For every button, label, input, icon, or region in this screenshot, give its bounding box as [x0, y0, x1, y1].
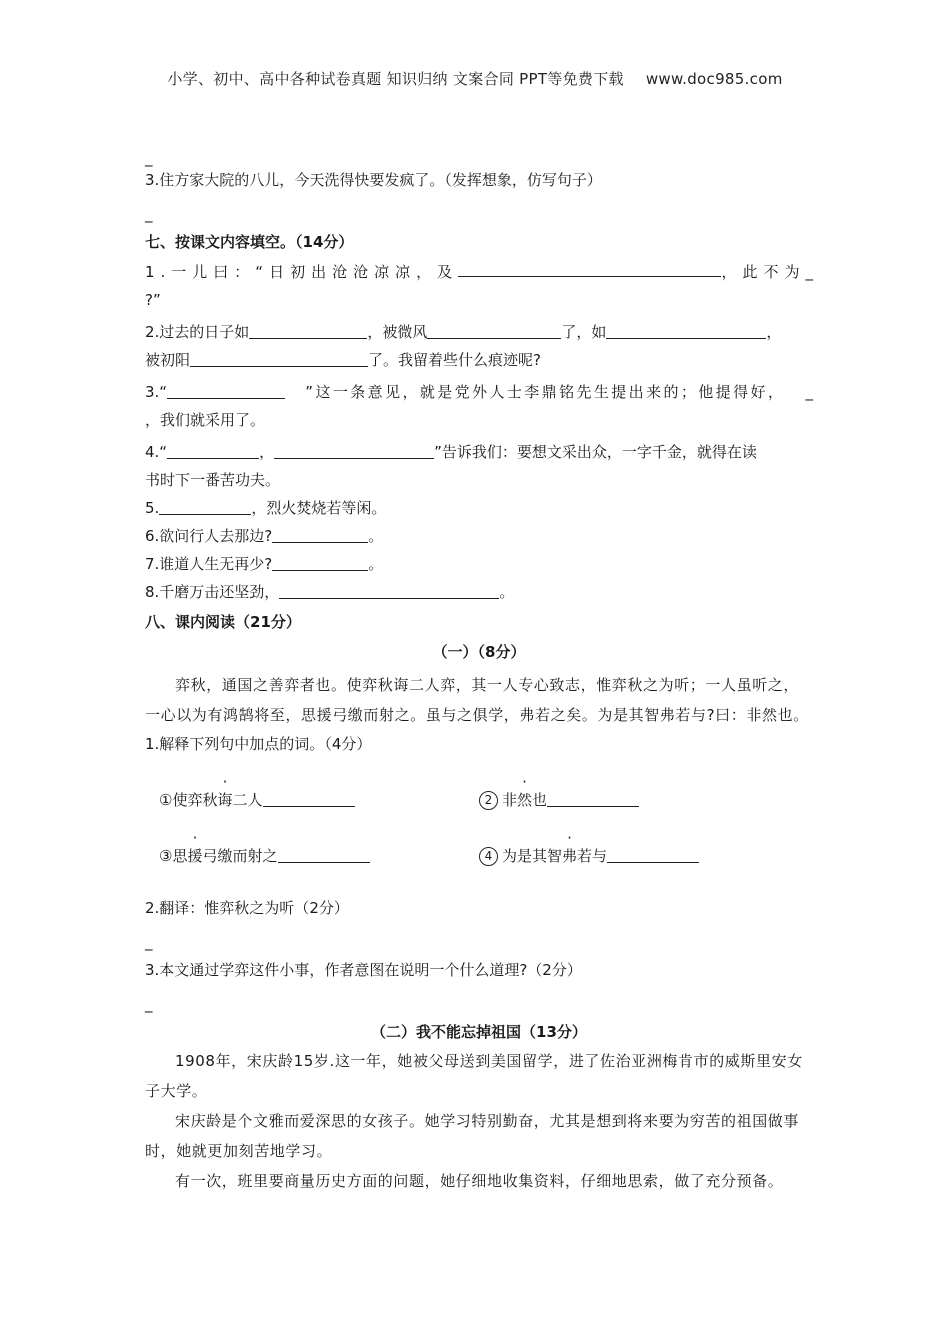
fill-item-3: 3.“ ”这一条意见，就是党外人士李鼎铭先生提出来的；他提得好， _ — [145, 378, 813, 406]
part-2-title: （二）我不能忘掉祖国（13分） — [371, 1023, 587, 1041]
fill-item-2: 2.过去的日子如 ，被微风 了，如 ， — [145, 318, 813, 346]
dotted-word: 援 — [187, 847, 203, 865]
fill-item-7: 7.谁道人生无再少? 。 — [145, 550, 813, 578]
fill-item-8: 8.千磨万击还坚劲， 。 — [145, 578, 813, 606]
fill-item-3-end: ，我们就采用了。 — [145, 411, 266, 429]
word-item-4: 4 为是其智弗若与 — [479, 844, 699, 866]
answer-blank[interactable] — [607, 844, 699, 863]
reading-question-2: 2.翻译：惟弈秋之为听（2分） — [145, 899, 349, 917]
word-item-2: 2 非然也 — [479, 788, 639, 810]
circled-number: 2 — [479, 791, 498, 810]
fill-item-6: 6.欲问行人去那边? 。 — [145, 522, 813, 550]
fill-item-4-end: 书时下一番苦功夫。 — [145, 471, 281, 489]
answer-blank[interactable] — [167, 440, 259, 459]
fill-item-4: 4.“ ， ”告诉我们：要想文采出众，一字千金，就得在读 — [145, 438, 813, 466]
section-8-title: 八、课内阅读（21分） — [145, 613, 301, 631]
answer-dash: _ — [145, 205, 153, 223]
answer-blank[interactable] — [606, 320, 766, 339]
word-item-1: ①使弈秋诲二人 — [159, 788, 355, 810]
answer-dash: _ — [805, 263, 813, 281]
passage-paragraph-3: 有一次，班里要商量历史方面的问题，她仔细地收集资料，仔细地思索，做了充分预备。 — [175, 1172, 784, 1190]
dotted-word: 然 — [517, 791, 533, 809]
answer-blank[interactable] — [427, 320, 561, 339]
answer-blank[interactable] — [159, 496, 251, 515]
answer-blank[interactable] — [263, 788, 355, 807]
circled-number: 4 — [479, 847, 498, 866]
classical-passage: 弈秋，通国之善弈者也。使弈秋诲二人弈，其一人专心致志，惟弈秋之为听；一人虽听之，一心以为有鸿鹄将至，思援弓缴而射之。虽与之俱学，弗若之矣。为是其智弗若与?曰：非然也。 — [145, 676, 809, 724]
passage-paragraph-2: 宋庆龄是个文雅而爱深思的女孩子。她学习特别勤奋，尤其是想到将来要为穷苦的祖国做事时，她就更加刻苦地学习。 — [145, 1112, 800, 1160]
header-url: www.doc985.com — [645, 70, 783, 88]
passage-paragraph-1: 1908年，宋庆龄15岁.这一年，她被父母送到美国留学，进了佐治亚洲梅肯市的威斯里安女子大学。 — [145, 1052, 803, 1100]
answer-dash: _ — [805, 383, 813, 401]
answer-blank[interactable] — [458, 258, 721, 277]
word-item-3: ③思援弓缴而射之 — [159, 844, 370, 866]
part-1-title: （一）（8分） — [432, 643, 526, 661]
fill-item-1-end: ?” — [145, 291, 161, 309]
question-3-text: 3.住方家大院的八儿，今天洗得快要发疯了。（发挥想象，仿写句子） — [145, 171, 602, 189]
answer-blank[interactable] — [274, 440, 434, 459]
answer-blank[interactable] — [279, 580, 499, 599]
fill-item-5: 5. ，烈火焚烧若等闲。 — [145, 494, 813, 522]
answer-dash: _ — [145, 149, 153, 167]
page-header — [0, 68, 950, 89]
answer-dash: _ — [145, 933, 153, 951]
fill-item-2-cont: 被初阳 了。我留着些什么痕迹呢? — [145, 346, 813, 374]
header-text: 小学、初中、高中各种试卷真题 知识归纳 文案合同 PPT等免费下载 — [167, 70, 624, 88]
answer-blank[interactable] — [190, 348, 368, 367]
answer-blank[interactable] — [278, 844, 370, 863]
answer-blank[interactable] — [272, 552, 368, 571]
section-7-title: 七、按课文内容填空。（14分） — [145, 233, 354, 251]
exam-content — [145, 150, 813, 1196]
word-explanation-grid — [145, 768, 813, 880]
answer-dash: _ — [145, 995, 153, 1013]
dotted-word: 诲 — [217, 791, 233, 809]
answer-blank[interactable] — [272, 524, 368, 543]
answer-blank[interactable] — [167, 380, 285, 399]
reading-question-3: 3.本文通过学弈这件小事，作者意图在说明一个什么道理?（2分） — [145, 961, 582, 979]
answer-blank[interactable] — [249, 320, 367, 339]
dotted-word: 弗 — [562, 847, 578, 865]
fill-item-1: 1.一儿曰：“日初出沧沧凉凉，及 ，此不为 _ — [145, 258, 813, 286]
answer-blank[interactable] — [547, 788, 639, 807]
reading-question-1: 1.解释下列句中加点的词。（4分） — [145, 735, 372, 753]
